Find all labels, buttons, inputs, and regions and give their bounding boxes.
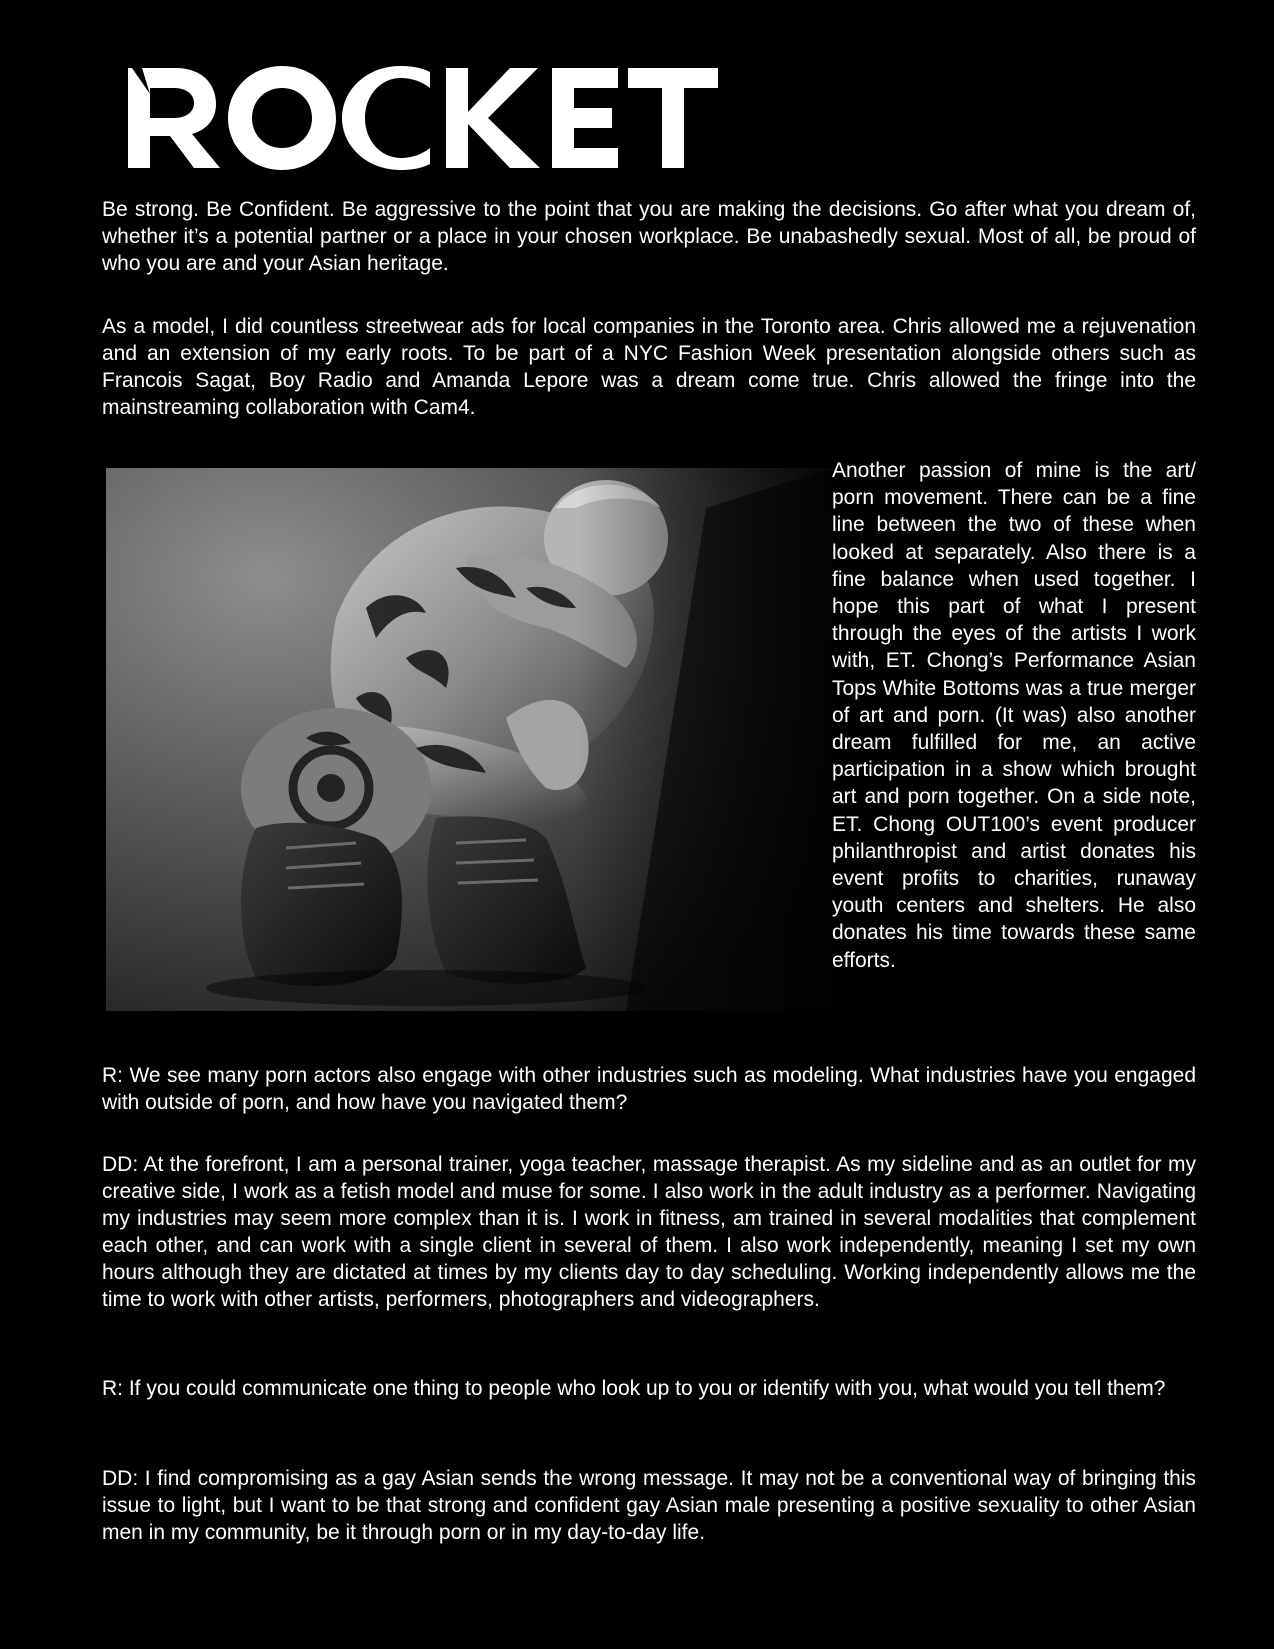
art-porn-sidebar-paragraph: Another passion of mine is the art/ porn movement. There can be a fine line between the two of these when looked at separately. Also there is a fine balance when used together. I hope this part of what I present through the eyes of the artists I work with, ET. Chong’s Performance Asian Tops White Bottoms was a true merger of art and porn. (It was) also another dream fulfilled for me, an active participation in a show which brought art and porn together. On a side note, ET. Chong OUT100’s event producer philanthropist and artist donates his event profits to charities, runaway youth centers and shelters. He also donates his time towards these same efforts. [832,459,1196,972]
tattooed-crouching-man-photo [106,468,832,1011]
answer-2: DD: I find compromising as a gay Asian sends the wrong message. It may not be a conventional way of bringing this issue to light, but I want to be that strong and confident gay Asian male presenting a positive sexuality to other Asian men in my community, be it through porn or in my day-to-day life. [102,1467,1196,1544]
answer-1: DD: At the forefront, I am a personal trainer, yoga teacher, massage therapist. As my sideline and as an outlet for my creative side, I work as a fetish model and muse for some. I also work in the adult industry as a performer. Navigating my industries may seem more complex than it is. I work in fitness, am trained in several modalities that complement each other, and can work with a single client in several of them. I also work independently, meaning I set my own hours although they are dictated at times by my clients day to day scheduling. Working independently allows me the time to work with other artists, performers, photographers and videographers. [102,1153,1196,1311]
question-2: R: If you could communicate one thing to people who look up to you or identify with you, what would you tell them? [102,1377,1166,1400]
question-1: R: We see many porn actors also engage with other industries such as modeling. What industries have you engaged with outside of porn, and how have you navigated them? [102,1064,1196,1114]
model-paragraph: As a model, I did countless streetwear ads for local companies in the Toronto area. Chris allowed me a rejuvenation and an extension of my early roots. To be part of a NYC Fashion Week presentation alongside others such as Francois Sagat, Boy Radio and Amanda Lepore was a dream come true. Chris allowed the fringe into the mainstreaming collaboration with Cam4. [102,315,1196,419]
rocket-logo [128,64,718,172]
intro-paragraph: Be strong. Be Confident. Be aggressive to the point that you are making the decisions. Go after what you dream of, whether it’s a potential partner or a place in your chosen workplace. Be unabashedly sexual. Most of all, be proud of who you are and your Asian heritage. [102,198,1196,275]
